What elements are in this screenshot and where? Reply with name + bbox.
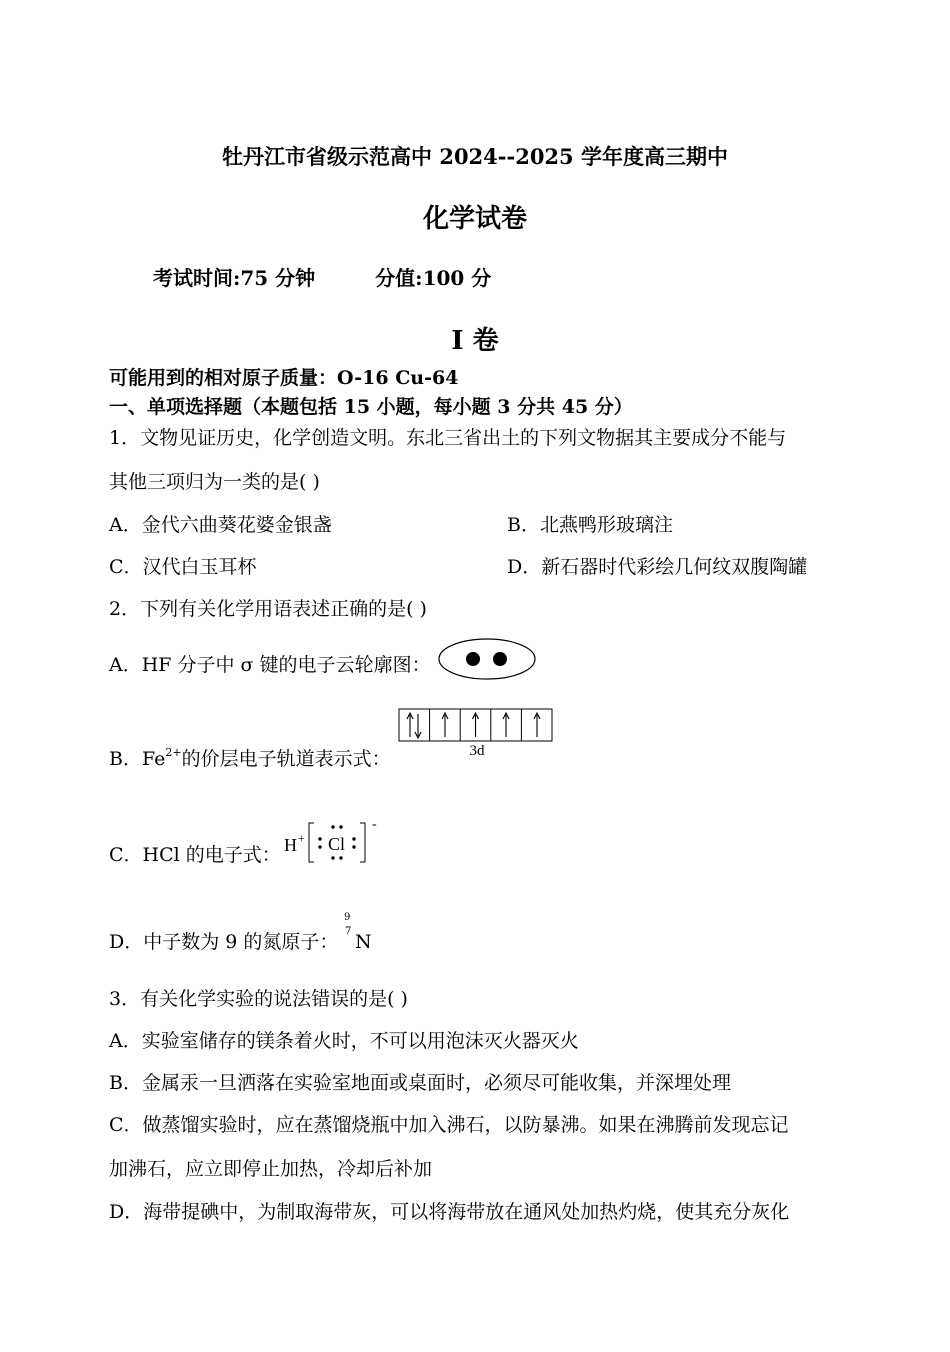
q1-stem-line1: 1．文物见证历史，化学创造文明。东北三省出土的下列文物据其主要成分不能与 — [109, 427, 787, 449]
atomic-masses: 可能用到的相对原子质量：O-16 Cu-64 — [109, 367, 459, 389]
volume-title: I 卷 — [451, 326, 499, 356]
electron-spin-arrows — [407, 713, 540, 738]
fe-charge: 2+ — [165, 746, 182, 759]
q1-stem-line2: 其他三项归为一类的是( ) — [109, 471, 320, 493]
q2-option-d: D．中子数为 9 的氮原子： — [109, 931, 339, 953]
sigma-bond-cloud-diagram — [436, 636, 538, 682]
q3-option-a: A．实验室储存的镁条着火时，不可以用泡沫灭火器灭火 — [109, 1030, 579, 1052]
nuclide-atomic-number: 7 — [345, 926, 352, 937]
cl-charge: - — [372, 817, 377, 832]
q1-option-c: C．汉代白玉耳杯 — [109, 556, 257, 578]
exam-info-row — [153, 262, 491, 291]
q3-option-c-line2: 加沸石，应立即停止加热，冷却后补加 — [109, 1158, 433, 1180]
q1-option-d: D．新石器时代彩绘几何纹双腹陶罐 — [507, 556, 808, 578]
q3-option-b: B．金属汞一旦洒落在实验室地面或桌面时，必须尽可能收集，并深埋处理 — [109, 1072, 731, 1094]
school-title: 牡丹江市省级示范高中 2024--2025 学年度高三期中 — [222, 144, 728, 169]
q2-option-c: C．HCl 的电子式： — [109, 844, 281, 866]
exam-time: 考试时间:75 分钟 — [153, 266, 316, 290]
q3-option-c-line1: C．做蒸馏实验时，应在蒸馏烧瓶中加入沸石，以防暴沸。如果在沸腾前发现忘记 — [109, 1114, 789, 1136]
fe-3d-orbital-diagram — [397, 707, 557, 761]
q3-option-d: D．海带提碘中，为制取海带灰，可以将海带放在通风处加热灼烧，使其充分灰化 — [109, 1201, 790, 1223]
bracket-right — [360, 823, 365, 862]
cl-symbol: Cl — [328, 834, 346, 854]
h-plus: + — [298, 831, 305, 845]
section-heading: 一、单项选择题（本题包括 15 小题，每小题 3 分共 45 分） — [109, 396, 633, 418]
nuclide-symbol: N — [355, 931, 372, 953]
electron-cloud-outline — [439, 639, 535, 679]
orbital-label: 3d — [469, 743, 485, 759]
q2-option-b: B．$Fe^{2+}$的价层电子轨道表示式： — [109, 746, 391, 770]
subject-title: 化学试卷 — [422, 204, 527, 234]
q3-stem: 3．有关化学实验的说法错误的是( ) — [109, 988, 408, 1010]
q2-stem: 2．下列有关化学用语表述正确的是( ) — [109, 598, 427, 620]
nuclide-mass-number: 9 — [344, 912, 351, 923]
hcl-electron-formula — [282, 816, 386, 866]
h-symbol: H — [284, 835, 297, 855]
nucleus-f — [493, 652, 507, 666]
q2-option-a: A．HF 分子中 σ 键的电子云轮廓图： — [109, 654, 431, 676]
q1-option-b: B．北燕鸭形玻璃注 — [507, 514, 673, 536]
exam-score: 分值:100 分 — [375, 266, 492, 290]
q1-option-a: A．金代六曲葵花婆金银盏 — [109, 514, 332, 536]
bracket-left — [309, 823, 314, 862]
nucleus-h — [466, 652, 480, 666]
